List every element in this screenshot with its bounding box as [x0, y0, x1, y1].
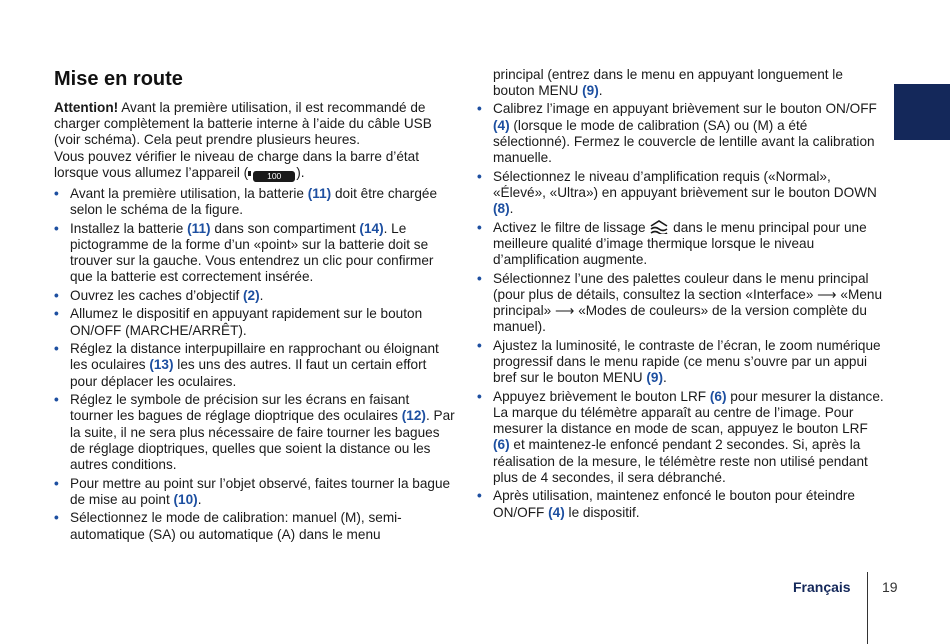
right-column — [477, 67, 887, 523]
list-item: • Installez la batterie (11) dans son compartiment (14). Le pictogramme de la forme d’un «point» sur la batterie doit se trouver sur la gauche. Vous entendrez un clic pour confirmer que la batterie est correctement insérée. — [54, 220, 434, 285]
page-number: 19 — [882, 579, 898, 595]
footer-language: Français — [793, 579, 851, 595]
attention-label: Attention! — [54, 100, 119, 115]
intro-paragraph — [54, 100, 456, 149]
list-item-continuation: principal (entrez dans le menu en appuyant longuement le bouton MENU (9). — [493, 67, 843, 99]
section-tab-marker — [894, 84, 950, 140]
list-item: • Réglez le symbole de précision sur les écrans en faisant tourner les bagues de réglage dioptrique des oculaires (12). Par la suite, il ne sera plus nécessaire de faire tourner les bagues de réglage dioptriques, quelles que soient la distance ou les autres conditions. — [54, 392, 455, 473]
list-item: • Calibrez l’image en appuyant brièvement sur le bouton ON/OFF (4) (lorsque le mode de calibration (SA) ou (M) a été sélectionné). Fermez le couvercle de lentille avant la calibration manuelle. — [477, 101, 877, 166]
list-item: • Sélectionnez l’une des palettes couleur dans le menu principal (pour plus de détails, consultez la section «Interface» ⟶ «Menu principal» ⟶ «Modes de couleurs» de la version complète du manuel). — [477, 270, 883, 335]
left-instruction-list — [54, 186, 456, 543]
right-instruction-list — [477, 101, 887, 520]
list-item: • Sélectionnez le mode de calibration: manuel (M), semi-automatique (SA) ou automatique (A) dans le menu — [54, 510, 402, 542]
battery-check-text: Vous pouvez vérifier le niveau de charge dans la barre d’état lorsque vous allumez l’appareil ( — [54, 148, 419, 180]
battery-check-paragraph — [54, 149, 456, 182]
battery-cap-icon — [248, 171, 251, 176]
list-item: • Réglez la distance interpupillaire en rapprochant ou éloignant les oculaires (13) les uns des autres. Il faut un certain effort pour déplacer les oculaires. — [54, 341, 439, 389]
list-item: • Sélectionnez le niveau d’amplification requis («Normal», «Élevé», «Ultra») en appuyant brièvement sur le bouton DOWN (8). — [477, 168, 877, 217]
attention-text: Avant la première utilisation, il est recommandé de charger complètement la batterie interne à l’aide du câble USB (voir schéma). Cela peut prendre plusieurs heures. — [54, 100, 432, 148]
list-item: • Ajustez la luminosité, le contraste de l’écran, le zoom numérique progressif dans le menu rapide (ce menu s’ouvre par un appui bref sur le bouton MENU (9). — [477, 337, 881, 386]
smoothing-filter-icon — [649, 220, 669, 234]
footer-divider — [867, 572, 868, 644]
left-column — [54, 67, 456, 545]
list-item: • Activez le filtre de lissage dans le menu principal pour une meilleure qualité d’image thermique lorsque le niveau d’amplification augmente. — [477, 219, 867, 268]
page-title: Mise en route — [54, 68, 183, 90]
list-item: • Avant la première utilisation, la batterie (11) doit être chargée selon le schéma de la figure. — [54, 185, 437, 218]
list-item: • Après utilisation, maintenez enfoncé le bouton pour éteindre ON/OFF (4) le dispositif. — [477, 488, 855, 520]
list-item: • Ouvrez les caches d’objectif (2). — [54, 287, 264, 303]
battery-check-end: ). — [296, 164, 305, 180]
list-item: • Allumez le dispositif en appuyant rapidement sur le bouton ON/OFF (MARCHE/ARRÊT). — [54, 306, 423, 338]
list-item: • Appuyez brièvement le bouton LRF (6) pour mesurer la distance. La marque du télémètre apparaît au centre de l’image. Pour mesurer la distance en mode de scan, appuyez le bouton LRF (6) et maintenez-le enfoncé pendant 2 secondes. Si, après la réalisation de la mesure, le télémètre reste non utilisé pendant plus de 4 secondes, il sera débranché. — [477, 388, 884, 485]
list-item: • Pour mettre au point sur l’objet observé, faites tourner la bague de mise au point (10). — [54, 475, 451, 507]
battery-icon: 100 — [253, 171, 295, 182]
